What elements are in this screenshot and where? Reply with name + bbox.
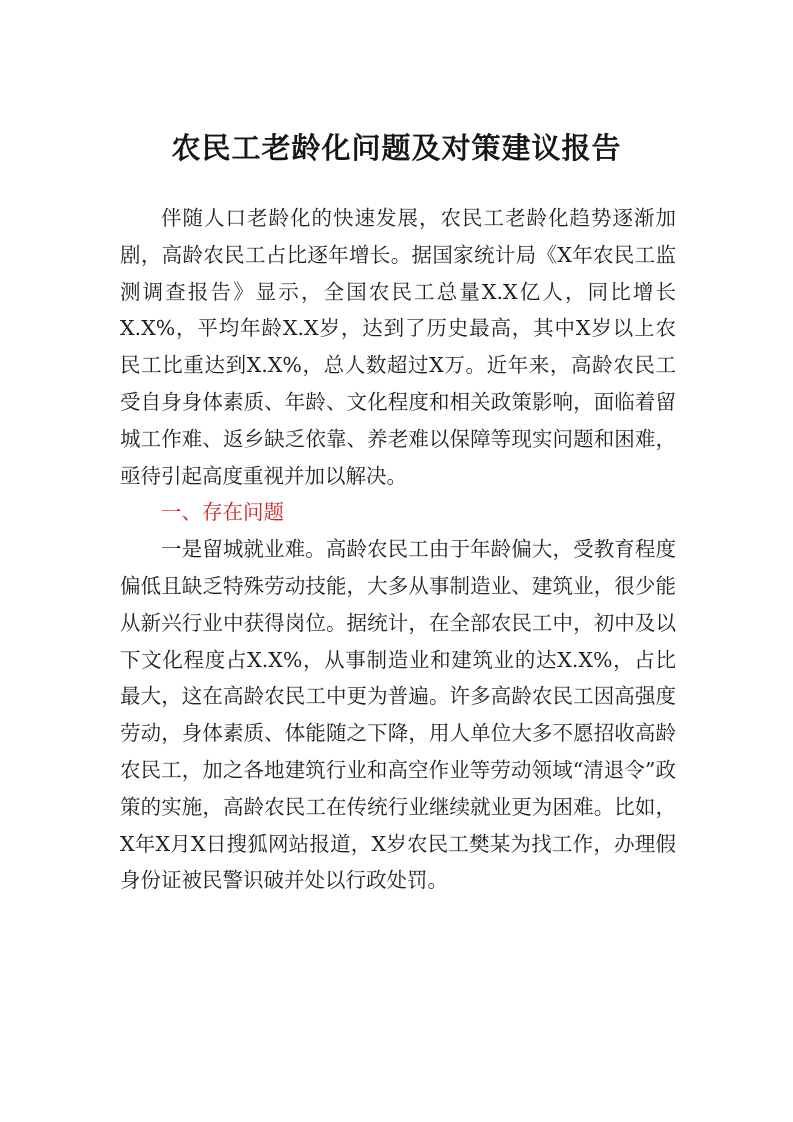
document-title: 农民工老龄化问题及对策建议报告 bbox=[171, 131, 622, 165]
intro-paragraph: 伴随人口老龄化的快速发展，农民工老龄化趋势逐渐加剧，高龄农民工占比逐年增长。据国家统计局《X年农民工监测调查报告》显示，全国农民工总量X.X亿人，同比增长X.X%，平均年龄X.X岁，达到了历史最高，其中X岁以上农民工比重达到X.X%，总人数超过X万。近年来，高龄农民工受自身身体素质、年龄、文化程度和相关政策影响，面临着留城工作难、返乡缺乏依靠、养老难以保障等现实问题和困难，亟待引起高度重视并加以解决。 bbox=[120, 206, 676, 488]
document-body bbox=[120, 200, 676, 899]
section-heading: 一、存在问题 bbox=[161, 500, 284, 525]
point-one-text: 留城就业难。高龄农民工由于年龄偏大，受教育程度偏低且缺乏特殊劳动技能，大多从事制造业、建筑业，很少能从新兴行业中获得岗位。据统计，在全部农民工中，初中及以下文化程度占X.X%，从事制造业和建筑业的达X.X%，占比最大，这在高龄农民工中更为普遍。许多高龄农民工因高强度劳动，身体素质、体能随之下降，用人单位大多不愿招收高龄农民工，加之各地建筑行业和高空作业等劳动领域“清退令”政策的实施，高龄农民工在传统行业继续就业更为困难。比如，X年X月X日搜狐网站报道，X岁农民工樊某为找工作，办理假身份证被民警识破并处以行政处罚。 bbox=[120, 537, 677, 893]
point-one-paragraph bbox=[120, 531, 676, 899]
point-one-lead: 一是 bbox=[161, 537, 203, 562]
